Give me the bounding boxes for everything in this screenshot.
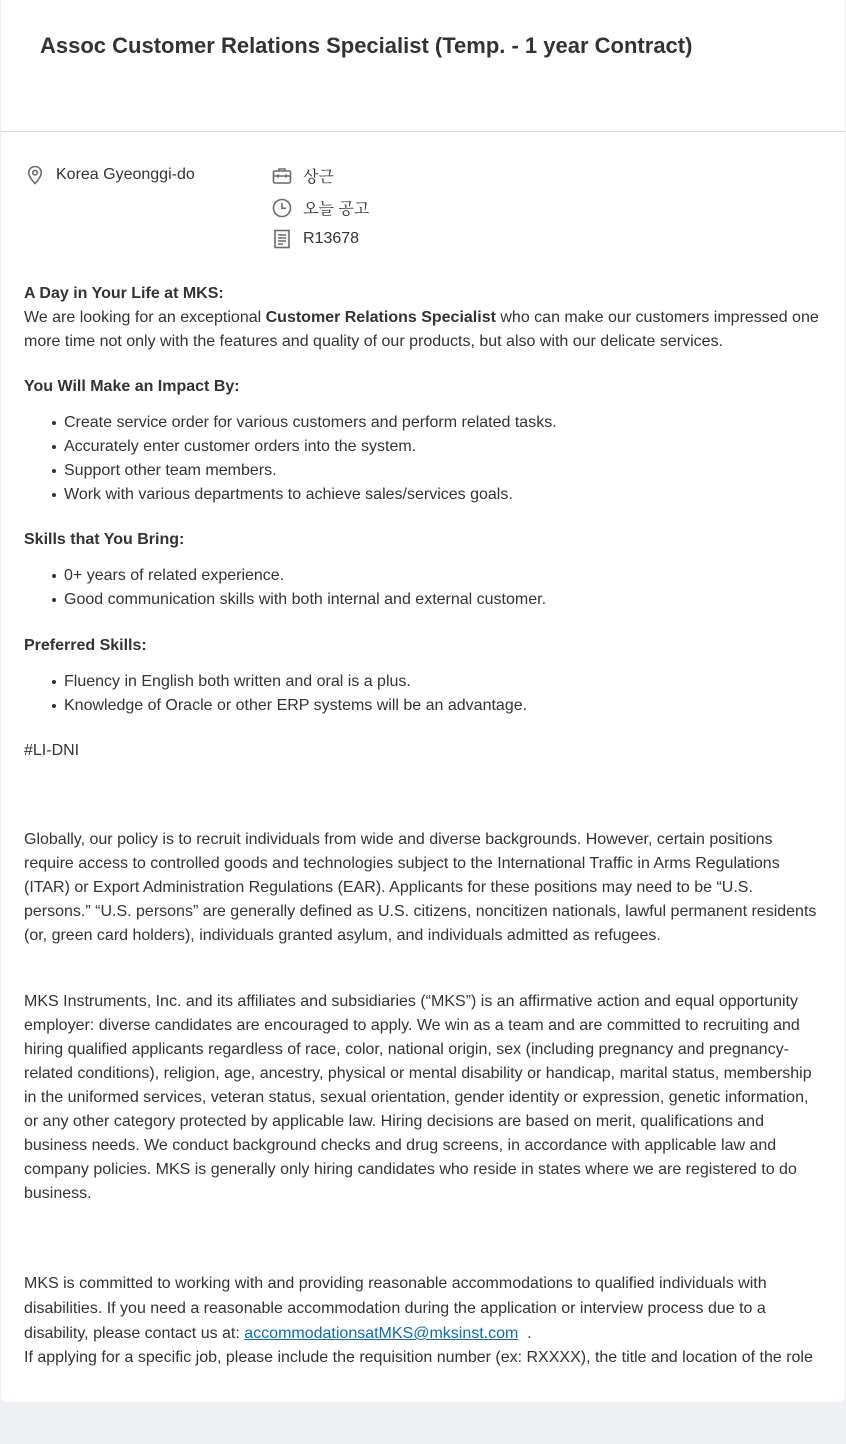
intro-paragraph: We are looking for an exceptional Customer Relations Specialist who can make our customers impressed one more time not only with the features and quality of our products, but also with our delicate services.	[24, 309, 819, 350]
role-name: Customer Relations Specialist	[265, 309, 496, 326]
clock-icon	[271, 197, 293, 219]
job-requisition-id	[271, 228, 359, 250]
job-posting-card	[1, 0, 845, 1402]
impact-heading: You Will Make an Impact By:	[24, 378, 240, 395]
job-header	[1, 0, 845, 132]
map-pin-icon	[24, 164, 46, 186]
list-item: Work with various departments to achieve sales/services goals.	[64, 483, 824, 507]
preferred-list	[24, 670, 824, 718]
job-location	[24, 164, 195, 186]
accommodation-email-link[interactable]: accommodationsatMKS@mksinst.com	[244, 1325, 519, 1342]
accommodation-paragraph: MKS is committed to working with and providing reasonable accommodations to qualified individuals with disabilities. If you need a reasonable accommodation during the application or interview process due to a disability, please contact us at: accommodationsatMKS@mksinst.com .	[24, 1275, 767, 1342]
job-title: Assoc Customer Relations Specialist (Temp. - 1 year Contract)	[40, 33, 693, 58]
job-employment-type	[271, 164, 334, 187]
day-heading: A Day in Your Life at MKS:	[24, 285, 224, 302]
list-item: Fluency in English both written and oral is a plus.	[64, 670, 824, 694]
list-item: Support other team members.	[64, 459, 824, 483]
impact-list	[24, 411, 824, 507]
job-requisition-id-label: R13678	[303, 230, 360, 247]
document-icon	[271, 228, 293, 250]
list-item: 0+ years of related experience.	[64, 564, 824, 588]
requisition-note: If applying for a specific job, please include the requisition number (ex: RXXXX), the title and location of the role	[24, 1349, 813, 1366]
skills-list	[24, 564, 824, 612]
job-posted	[271, 196, 369, 219]
skills-heading: Skills that You Bring:	[24, 531, 185, 548]
job-location-label: Korea Gyeonggi-do	[56, 166, 195, 183]
hashtag: #LI-DNI	[24, 742, 80, 759]
eeo-paragraph: MKS Instruments, Inc. and its affiliates and subsidiaries (“MKS”) is an affirmative action and equal opportunity employer: diverse candidates are encouraged to apply. We win as a team and are committed to recruiting and hiring qualified applicants regardless of race, color, national origin, sex (including pregnancy and pregnancy-related conditions), religion, age, ancestry, physical or mental disability or handicap, marital status, membership in the uniformed services, veteran status, sexual orientation, gender identity or expression, genetic information, or any other category protected by applicable law. Hiring decisions are based on merit, qualifications and business needs. We conduct background checks and drug screens, in accordance with applicable law and company policies. MKS is generally only hiring candidates who reside in states where we are registered to do business.	[24, 993, 812, 1202]
list-item: Create service order for various customers and perform related tasks.	[64, 411, 824, 435]
list-item: Knowledge of Oracle or other ERP systems will be an advantage.	[64, 694, 824, 718]
briefcase-icon	[271, 165, 293, 187]
job-posted-label: 오늘 공고	[303, 201, 370, 218]
list-item: Accurately enter customer orders into the system.	[64, 435, 824, 459]
job-employment-type-label: 상근	[303, 169, 334, 186]
list-item: Good communication skills with both internal and external customer.	[64, 588, 824, 612]
job-description	[24, 282, 824, 1370]
policy-paragraph: Globally, our policy is to recruit individuals from wide and diverse backgrounds. However, certain positions require access to controlled goods and technologies subject to the International Traffic in Arms Regulations (ITAR) or Export Administration Regulations (EAR). Applicants for these positions may need to be “U.S. persons.” “U.S. persons” are generally defined as U.S. citizens, noncitizen nationals, lawful permanent residents (or, green card holders), individuals granted asylum, and individuals admitted as refugees.	[24, 831, 817, 944]
preferred-heading: Preferred Skills:	[24, 637, 147, 654]
